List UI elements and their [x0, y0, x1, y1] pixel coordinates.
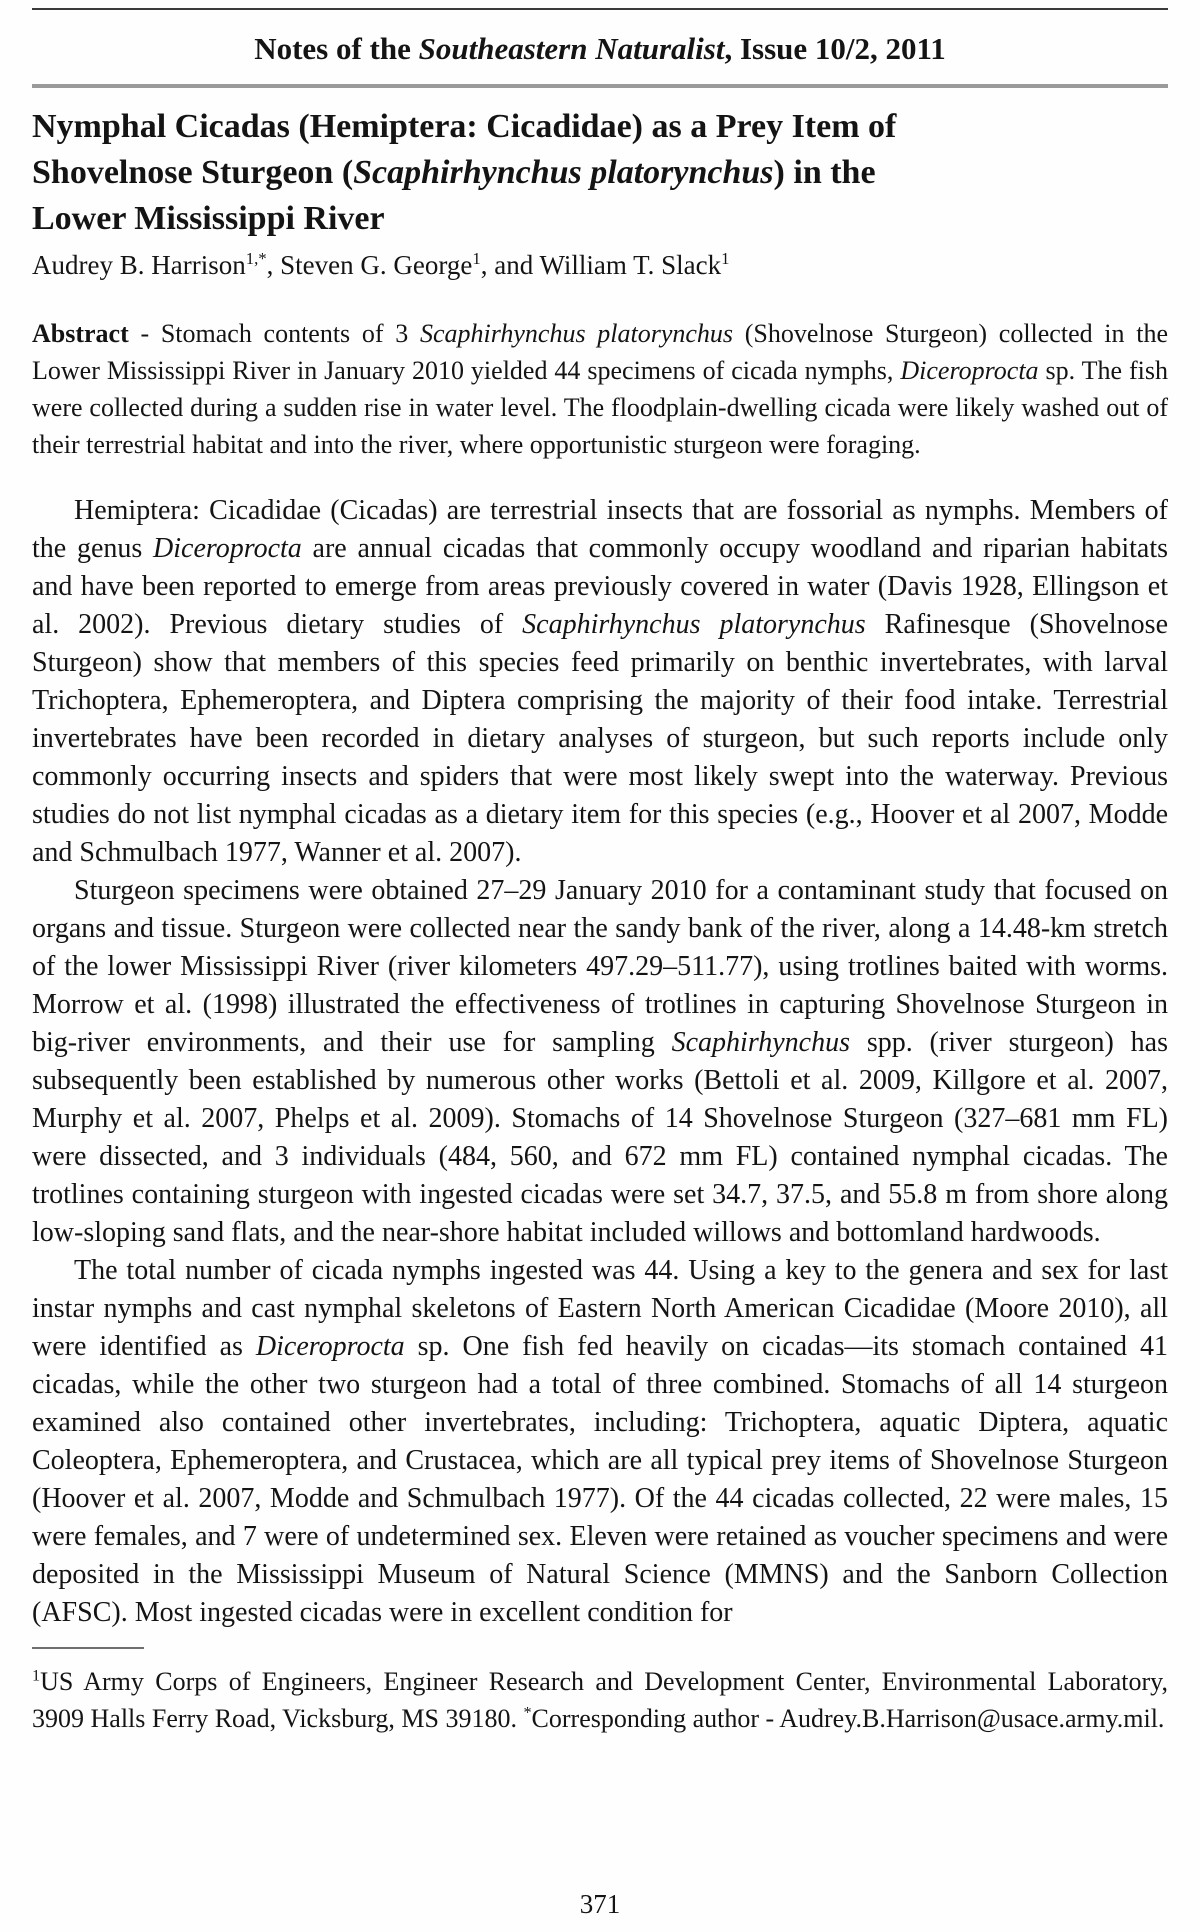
body-paragraph-3: The total number of cicada nymphs ingested was 44. Using a key to the genera and sex for last instar nymphs and cast nymphal skeletons of Eastern North American Cicadidae (Moore 2010), all were identified as Diceroprocta sp. One fish fed heavily on cicadas—its stomach contained 41 cicadas, while the other two sturgeon had a total of three combined. Stomachs of all 14 sturgeon examined also contained other invertebrates, including: Trichoptera, aquatic Diptera, aquatic Coleoptera, Ephemeroptera, and Crustacea, which are all typical prey items of Shovelnose Sturgeon (Hoover et al. 2007, Modde and Schmulbach 1977). Of the 44 cicadas collected, 22 were males, 15 were females, and 7 were of undetermined sex. Eleven were retained as voucher specimens and were deposited in the Mississippi Museum of Natural Science (MMNS) and the Sanborn Collection (AFSC). Most ingested cicadas were in excellent condition for: [32, 1255, 1168, 1628]
article-body: [32, 492, 1168, 1632]
author-line: Audrey B. Harrison$^{1,*}$, Steven G. George$^1$, and William T. Slack$^1$: [32, 249, 730, 280]
body-paragraph-1: Hemiptera: Cicadidae (Cicadas) are terrestrial insects that are fossorial as nymphs. Members of the genus Diceroprocta are annual cicadas that commonly occupy woodland and riparian habitats and have been reported to emerge from areas previously covered in water (Davis 1928, Ellingson et al. 2002). Previous dietary studies of Scaphirhynchus platorynchus Rafinesque (Shovelnose Sturgeon) show that members of this species feed primarily on benthic invertebrates, with larval Trichoptera, Ephemeroptera, and Diptera comprising the majority of their food intake. Terrestrial invertebrates have been recorded in dietary analyses of sturgeon, but such reports include only commonly occurring insects and spiders that were most likely swept into the waterway. Previous studies do not list nymphal cicadas as a dietary item for this species (e.g., Hoover et al 2007, Modde and Schmulbach 1977, Wanner et al. 2007).: [32, 495, 1169, 868]
header-rule: [32, 84, 1168, 88]
body-paragraph-2: Sturgeon specimens were obtained 27–29 January 2010 for a contaminant study that focused on organs and tissue. Sturgeon were collected near the sandy bank of the river, along a 14.48-km stretch of the lower Mississippi River (river kilometers 497.29–511.77), using trotlines baited with worms. Morrow et al. (1998) illustrated the effectiveness of trotlines in capturing Shovelnose Sturgeon in big-river environments, and their use for sampling Scaphirhynchus spp. (river sturgeon) has subsequently been established by numerous other works (Bettoli et al. 2009, Killgore et al. 2007, Murphy et al. 2007, Phelps et al. 2009). Stomachs of 14 Shovelnose Sturgeon (327–681 mm FL) were dissected, and 3 individuals (484, 560, and 672 mm FL) contained nymphal cicadas. The trotlines containing sturgeon with ingested cicadas were set 34.7, 37.5, and 55.8 m from shore along low-sloping sand flats, and the near-shore habitat included willows and bottomland hardwoods.: [32, 875, 1168, 1248]
footnote-rule: [32, 1647, 144, 1649]
top-rule: [32, 8, 1168, 10]
abstract: Abstract - Stomach contents of 3 Scaphirhynchus platorynchus (Shovelnose Sturgeon) collected in the Lower Mississippi River in January 2010 yielded 44 specimens of cicada nymphs, Diceroprocta sp. The fish were collected during a sudden rise in water level. The floodplain-dwelling cicada were likely washed out of their terrestrial habitat and into the river, where opportunistic sturgeon were foraging.: [32, 319, 1169, 459]
page-number: 371: [579, 1889, 621, 1919]
article-title: Nymphal Cicadas (Hemiptera: Cicadidae) as a Prey Item of Shovelnose Sturgeon (Scaphirhynchus platorynchus) in the Lower Mississippi River: [32, 108, 897, 237]
journal-header: Notes of the Southeastern Naturalist, Issue 10/2, 2011: [254, 31, 946, 66]
footnote: $^1$US Army Corps of Engineers, Engineer Research and Development Center, Environmental Laboratory, 3909 Halls Ferry Road, Vicksburg, MS 39180. *Corresponding author - Audrey.B.Harrison@usace.army.mil.: [32, 1667, 1168, 1733]
